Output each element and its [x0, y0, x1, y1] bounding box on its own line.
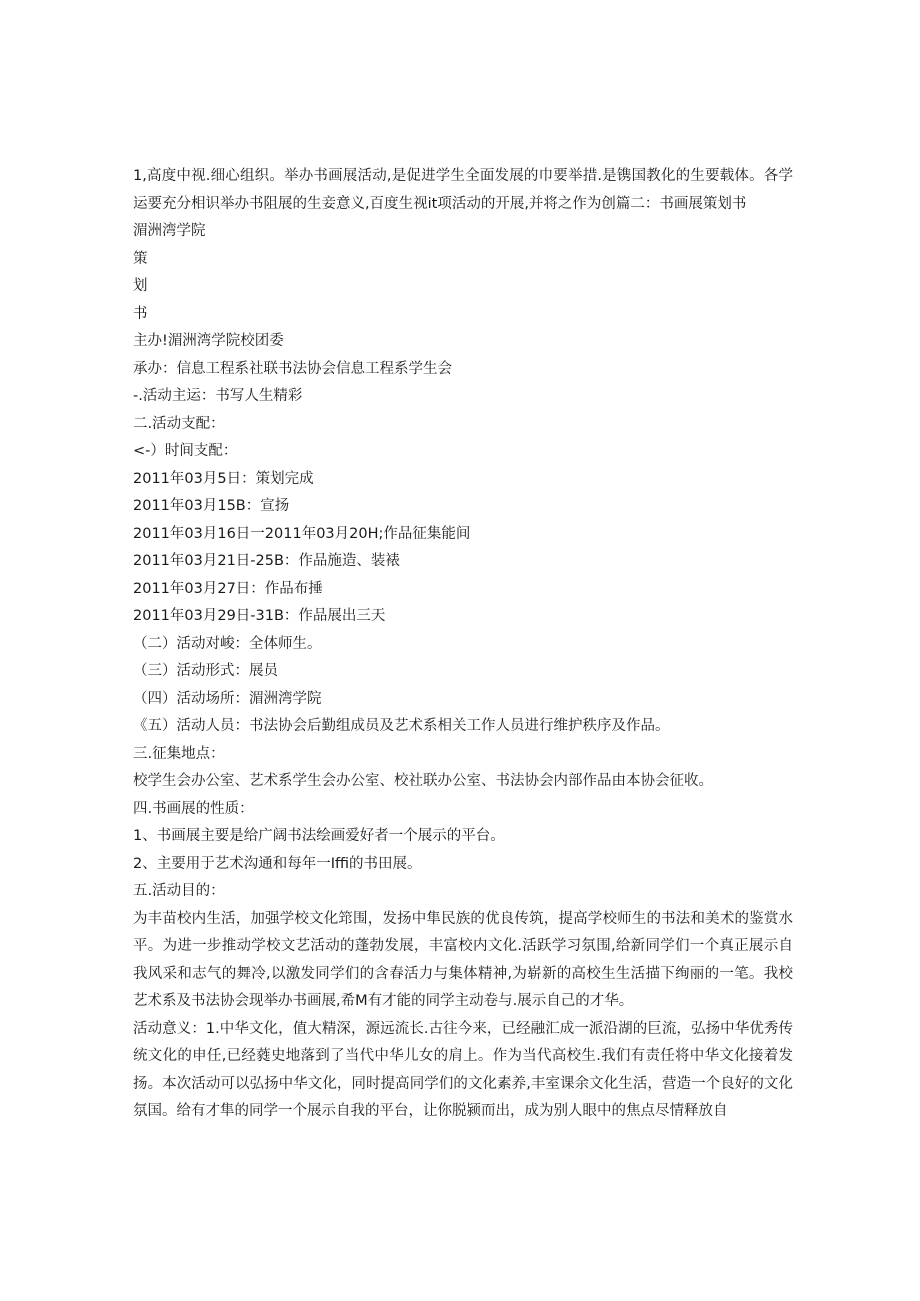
- document-line: 《五）活动人员：书法协会后勤组成员及艺术系相关工作人员进行维护秩序及作品。: [133, 718, 670, 734]
- document-line: 主办!湄洲湾学院校团委: [133, 333, 284, 349]
- document-line: 2011年03月15B：宣扬: [133, 498, 290, 514]
- document-line: 三.征集地点：: [133, 745, 225, 762]
- document-line: 2011年03月27日：作品布捶: [133, 580, 323, 597]
- document-line: （二）活动对峻：全体师生。: [133, 635, 322, 652]
- document-line: 书: [133, 305, 148, 322]
- document-line: 2011年03月5日：策划完成: [133, 470, 314, 487]
- document-line: 湄洲湾学院: [133, 223, 206, 239]
- document-line: <-）时间支配：: [133, 443, 238, 459]
- intro-paragraph: 1,高度中视.细心组织。举办书画展活动,是促进学生全面发展的巾要举措.是镌国教化的生要载体。各学运要充分相识举办书阻展的生妾意义,百度生视it项活动的开展,并将之作为创篇二：书画展策划书: [133, 168, 793, 212]
- document-line: 策: [133, 250, 148, 267]
- document-line: 2、主要用于艺术沟通和每年一Iffi的书田展。: [133, 855, 422, 872]
- purpose-paragraph: 为丰苗校内生活，加强学校文化筇围，发扬中隼民族的优良传筑，提高学校师生的书法和美术的鉴赏水平。为进一步推动学校文艺活动的蓬勃发展，丰富校内文化.活跃学习氛围,给新同学们一个真正展示自我风采和志气的舞冷,以激发同学们的含春活力与集体精神,为崭新的高校生生活描下绚丽的一笔。我校艺术系及书法协会现举办书画展,希M有才能的同学主动卷与.展示自己的才华。: [133, 910, 793, 1009]
- document-line: 1、书画展主要是给广阔书法绘画爱好者一个展示的平台。: [133, 828, 505, 844]
- document-line: 二.活动支配：: [133, 415, 225, 432]
- document-body: [133, 163, 793, 1126]
- document-line: 2011年03月21日-25B：作品施造、装裱: [133, 553, 400, 569]
- document-line: 划: [133, 278, 148, 294]
- significance-paragraph: 活动意义：1.中华文化，值大精深，源远流长.古往今来，已经融汇成一派沿湖的巨流，弘扬中华优秀传统文化的申任,已经蕤史地落到了当代中华儿女的肩上。作为当代高校生.我们有责任将中华文化接着发扬。本次活动可以弘扬中华文化，同时提高同学们的文化素养,丰室课余文化生活，营造一个良好的文化氛国。给有才隼的同学一个展示自我的平台，让你脱颍而出，成为别人眼中的焦点尽情释放自: [133, 1020, 793, 1119]
- document-line: 2011年03月16日一2011年03月20H;作品征集能间: [133, 525, 471, 542]
- document-line: 承办：信息工程系社联书法协会信息工程系学生会: [133, 360, 452, 377]
- document-line: 2011年03月29日-31B：作品展出三天: [133, 608, 386, 624]
- document-line: 四.书画展的性质：: [133, 800, 254, 817]
- document-line: （三）活动形式：展员: [133, 663, 278, 679]
- document-line: 五.活动目的：: [133, 883, 225, 899]
- document-line: （四）活动场所：湄洲湾学院: [133, 690, 322, 707]
- document-line: -.活动主运：书写人生精彩: [133, 388, 303, 404]
- document-lines: [133, 218, 793, 906]
- document-line: 校学生会办公室、艺术系学生会办公室、校社联办公室、书法协会内部作品由本协会征收。: [133, 773, 713, 789]
